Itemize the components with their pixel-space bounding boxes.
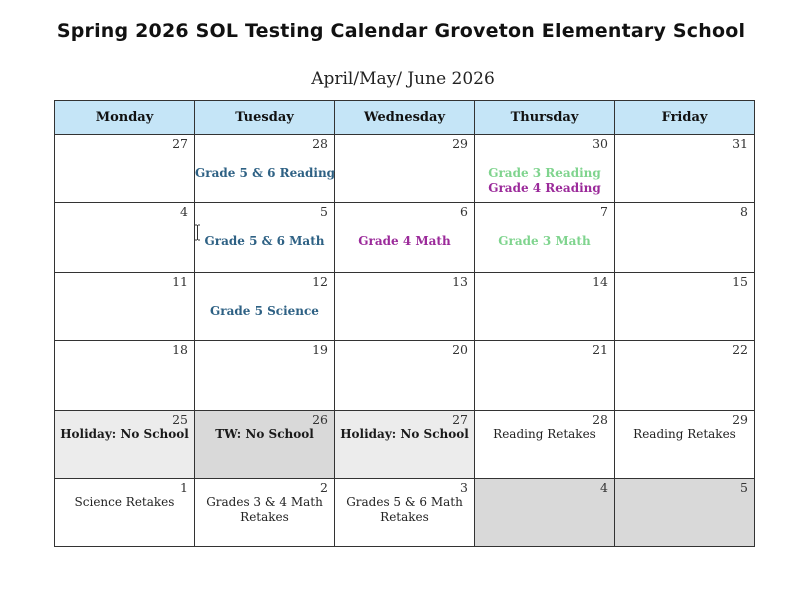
day-number: 4	[600, 480, 608, 495]
event-grade-3-reading: Grade 3 Reading	[488, 166, 601, 180]
weekday-header-friday: Friday	[615, 101, 755, 135]
day-cell[interactable]	[615, 273, 755, 341]
day-cell[interactable]	[615, 203, 755, 273]
day-number: 8	[740, 204, 748, 219]
day-number: 6	[460, 204, 468, 219]
day-cell[interactable]	[475, 273, 615, 341]
day-number: 7	[600, 204, 608, 219]
day-cell[interactable]	[55, 135, 195, 203]
day-cell[interactable]	[195, 273, 335, 341]
day-cell[interactable]	[615, 411, 755, 479]
day-number: 12	[312, 274, 328, 289]
calendar-subtitle: April/May/ June 2026	[311, 69, 495, 89]
day-number: 26	[312, 412, 328, 427]
day-cell[interactable]	[55, 273, 195, 341]
event-reading-retakes: Reading Retakes	[493, 427, 596, 441]
event-grades-5-6-math-retakes-line1: Grades 5 & 6 Math	[346, 495, 463, 509]
weekday-header-monday: Monday	[55, 101, 195, 135]
day-number: 18	[172, 342, 188, 357]
day-cell[interactable]	[615, 135, 755, 203]
day-number: 28	[312, 136, 328, 151]
event-grades-3-4-math-retakes-line1: Grades 3 & 4 Math	[206, 495, 323, 509]
event-grades-3-4-math-retakes-line2: Retakes	[240, 510, 289, 524]
day-number: 28	[592, 412, 608, 427]
day-cell[interactable]	[335, 135, 475, 203]
day-cell[interactable]	[335, 341, 475, 411]
day-cell-holiday[interactable]	[55, 411, 195, 479]
day-number: 1	[180, 480, 188, 495]
day-cell[interactable]	[475, 341, 615, 411]
day-cell[interactable]	[335, 479, 475, 547]
weekday-header-wednesday: Wednesday	[335, 101, 475, 135]
event-grade-5-science: Grade 5 Science	[210, 304, 319, 318]
day-cell-closed[interactable]	[475, 479, 615, 547]
day-number: 3	[460, 480, 468, 495]
event-reading-retakes: Reading Retakes	[633, 427, 736, 441]
page-title: Spring 2026 SOL Testing Calendar Groveton Elementary School	[56, 20, 746, 42]
event-holiday-no-school: Holiday: No School	[60, 427, 189, 441]
calendar-week-1	[55, 135, 755, 203]
day-cell[interactable]	[475, 411, 615, 479]
day-cell[interactable]	[335, 203, 475, 273]
event-grades-5-6-math-retakes-line2: Retakes	[380, 510, 429, 524]
calendar-week-3	[55, 273, 755, 341]
calendar-table	[54, 100, 755, 547]
day-number: 14	[592, 274, 608, 289]
day-number: 25	[172, 412, 188, 427]
day-cell-holiday[interactable]	[335, 411, 475, 479]
day-number: 13	[452, 274, 468, 289]
day-cell[interactable]	[615, 341, 755, 411]
event-grade-3-math: Grade 3 Math	[498, 234, 591, 248]
day-number: 31	[732, 136, 748, 151]
day-number: 5	[740, 480, 748, 495]
day-cell[interactable]	[55, 479, 195, 547]
day-number: 5	[320, 204, 328, 219]
day-number: 27	[452, 412, 468, 427]
event-grade-4-math: Grade 4 Math	[358, 234, 451, 248]
calendar-week-4	[55, 341, 755, 411]
weekday-header-thursday: Thursday	[475, 101, 615, 135]
day-number: 29	[732, 412, 748, 427]
day-number: 4	[180, 204, 188, 219]
event-grade-4-reading: Grade 4 Reading	[488, 181, 601, 195]
day-cell-closed[interactable]	[195, 411, 335, 479]
day-cell[interactable]	[195, 341, 335, 411]
event-grade-5-6-math: Grade 5 & 6 Math	[204, 234, 325, 248]
calendar-week-6	[55, 479, 755, 547]
day-number: 15	[732, 274, 748, 289]
event-holiday-no-school: Holiday: No School	[340, 427, 469, 441]
day-cell[interactable]	[195, 203, 335, 273]
day-number: 22	[732, 342, 748, 357]
day-cell[interactable]	[475, 135, 615, 203]
day-cell[interactable]	[55, 203, 195, 273]
day-cell[interactable]	[55, 341, 195, 411]
day-cell-closed[interactable]	[615, 479, 755, 547]
day-number: 11	[172, 274, 188, 289]
day-number: 30	[592, 136, 608, 151]
calendar-week-5	[55, 411, 755, 479]
day-number: 19	[312, 342, 328, 357]
day-number: 21	[592, 342, 608, 357]
event-science-retakes: Science Retakes	[74, 495, 175, 509]
day-number: 27	[172, 136, 188, 151]
day-number: 20	[452, 342, 468, 357]
calendar-week-2	[55, 203, 755, 273]
day-number: 29	[452, 136, 468, 151]
day-cell[interactable]	[195, 135, 335, 203]
day-cell[interactable]	[475, 203, 615, 273]
day-cell[interactable]	[195, 479, 335, 547]
weekday-header-row	[55, 101, 755, 135]
day-cell[interactable]	[335, 273, 475, 341]
event-tw-no-school: TW: No School	[215, 427, 314, 441]
weekday-header-tuesday: Tuesday	[195, 101, 335, 135]
event-grade-5-6-reading: Grade 5 & 6 Reading	[195, 166, 336, 180]
day-number: 2	[320, 480, 328, 495]
text-cursor-icon	[194, 224, 201, 241]
